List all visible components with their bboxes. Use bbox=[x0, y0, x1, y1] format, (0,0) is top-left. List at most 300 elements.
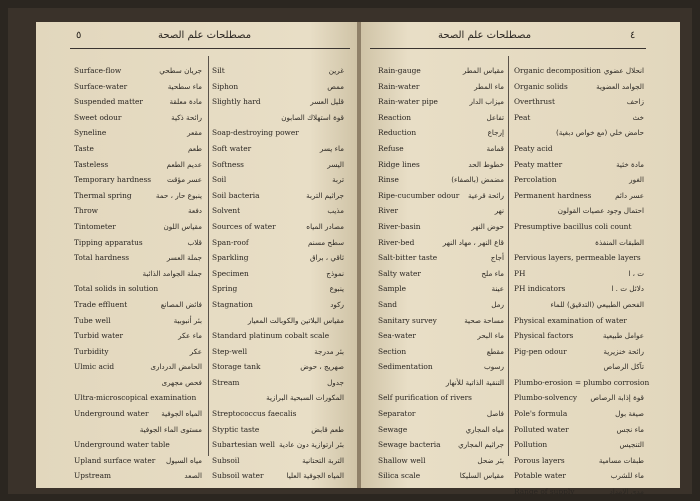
arabic-term: ماء ملح bbox=[481, 268, 504, 278]
glossary-entry bbox=[212, 344, 344, 360]
glossary-entry bbox=[74, 219, 202, 235]
glossary-entry bbox=[514, 313, 644, 329]
arabic-term: رائحة قرعية bbox=[468, 190, 504, 200]
glossary-entry bbox=[74, 406, 202, 422]
arabic-term: ركود bbox=[330, 299, 344, 309]
english-term: Presumptive bacillus coli count bbox=[514, 221, 632, 231]
arabic-term: أجاج bbox=[490, 253, 504, 263]
glossary-entry bbox=[378, 281, 504, 297]
glossary-entry bbox=[74, 344, 202, 360]
english-term: Refuse bbox=[378, 143, 404, 153]
glossary-entry bbox=[74, 203, 202, 219]
english-term: PH bbox=[514, 268, 526, 278]
arabic-term: قلاب bbox=[187, 237, 202, 247]
english-term: PH indicators bbox=[514, 284, 566, 294]
english-term: Surface-flow bbox=[74, 66, 122, 75]
glossary-entry bbox=[378, 94, 504, 110]
english-term: Permanent hardness bbox=[514, 190, 592, 200]
arabic-term: رائحة خنزيرية bbox=[603, 346, 644, 356]
english-term: River-bed bbox=[378, 237, 415, 247]
english-term: Stream bbox=[212, 377, 240, 387]
arabic-term: جراثيم المجاري bbox=[458, 440, 504, 450]
arabic-term: بئر أنبوبية bbox=[173, 315, 202, 325]
arabic-term: إرجاع bbox=[487, 128, 504, 138]
arabic-term: تآكل الرصاص bbox=[603, 362, 644, 372]
english-term: Peat bbox=[514, 112, 531, 122]
right-running-title: مصطلحات علم الصحة bbox=[438, 30, 532, 41]
glossary-entry bbox=[74, 157, 202, 173]
arabic-term: التنقية الذاتية للأنهار bbox=[445, 377, 504, 387]
arabic-term: مصادر المياه bbox=[306, 221, 344, 231]
arabic-term: جملة الجوامد الذائبة bbox=[142, 268, 202, 278]
english-term: Sedimentation bbox=[378, 362, 433, 372]
glossary-entry bbox=[514, 235, 644, 251]
arabic-term: بئر ارتوازية دون عادية bbox=[279, 440, 344, 450]
english-term: Subsoil water bbox=[212, 471, 264, 481]
glossary-entry bbox=[212, 110, 344, 126]
glossary-entry bbox=[212, 390, 344, 406]
english-term: Reduction bbox=[378, 128, 417, 138]
arabic-term: صهريج ، حوض bbox=[300, 362, 344, 372]
arabic-term: ماء للشرب bbox=[610, 471, 644, 481]
glossary-entry bbox=[514, 453, 644, 469]
english-term: Trade effluent bbox=[74, 299, 128, 309]
arabic-term: عسر دائم bbox=[615, 190, 644, 200]
english-term: Reaction bbox=[378, 112, 412, 122]
english-term: Rain-water bbox=[378, 81, 420, 91]
glossary-entry bbox=[212, 63, 344, 79]
english-term: Organic solids bbox=[514, 81, 568, 91]
arabic-term: مذيب bbox=[327, 206, 344, 216]
arabic-term: المياه الجوفية العليا bbox=[286, 471, 344, 481]
glossary-entry bbox=[212, 94, 344, 110]
arabic-term: التنجيس bbox=[619, 440, 644, 450]
glossary-entry bbox=[514, 281, 644, 297]
glossary-entry bbox=[514, 188, 644, 204]
english-term: Pole's formula bbox=[514, 409, 568, 419]
glossary-entry bbox=[514, 219, 644, 235]
english-term: Turbidity bbox=[74, 346, 109, 356]
glossary-entry bbox=[514, 157, 644, 173]
glossary-entry bbox=[514, 297, 644, 313]
arabic-term: سطح مسنم bbox=[307, 237, 344, 247]
english-term: Salt-bitter taste bbox=[378, 253, 438, 263]
glossary-entry bbox=[514, 94, 644, 110]
arabic-term: عديم الطعم bbox=[166, 159, 202, 169]
english-term: Sewage bacteria bbox=[378, 440, 441, 450]
book-gutter bbox=[357, 22, 361, 488]
english-term: Siphon bbox=[212, 81, 239, 91]
arabic-term: جدول bbox=[327, 377, 344, 387]
glossary-entry bbox=[74, 79, 202, 95]
arabic-term: الصعد bbox=[184, 471, 202, 481]
glossary-entry bbox=[514, 406, 644, 422]
glossary-entry bbox=[378, 235, 504, 251]
glossary-entry bbox=[378, 63, 504, 79]
arabic-term: ت ، ا bbox=[628, 268, 644, 278]
english-term: Shallow well bbox=[378, 455, 426, 465]
arabic-term: زاحف bbox=[626, 97, 644, 107]
arabic-term: جملة العسر bbox=[166, 253, 202, 263]
glossary-entry bbox=[378, 328, 504, 344]
glossary-entry bbox=[212, 468, 344, 484]
arabic-term: نموذج bbox=[326, 268, 344, 278]
english-term: Thermal spring bbox=[74, 190, 132, 200]
english-term: Soil bbox=[212, 175, 227, 185]
english-term: Temporary hardness bbox=[74, 175, 152, 185]
english-term: Peaty matter bbox=[514, 159, 563, 169]
english-term: River bbox=[378, 206, 399, 216]
english-term: Ripe-cucumber odour bbox=[378, 190, 460, 200]
english-term: River-basin bbox=[378, 221, 421, 231]
left-page-column-1 bbox=[74, 63, 202, 484]
english-term: Underground water table bbox=[74, 440, 170, 450]
glossary-entry bbox=[212, 297, 344, 313]
glossary-entry bbox=[212, 266, 344, 282]
english-term: Percolation bbox=[514, 175, 557, 185]
glossary-entry bbox=[212, 157, 344, 173]
glossary-entry bbox=[212, 172, 344, 188]
glossary-entry bbox=[514, 390, 644, 406]
glossary-entry bbox=[378, 157, 504, 173]
english-term: Slightly hard bbox=[212, 97, 261, 107]
glossary-entry bbox=[378, 313, 504, 329]
right-column-divider bbox=[508, 56, 509, 456]
english-term: Syneline bbox=[74, 128, 107, 138]
arabic-term: ينبوع bbox=[329, 284, 344, 294]
glossary-entry bbox=[74, 359, 202, 375]
english-term: Polluted water bbox=[514, 424, 569, 434]
arabic-term: صيغة بول bbox=[615, 409, 644, 419]
glossary-entry bbox=[378, 250, 504, 266]
arabic-term: فاصل bbox=[486, 409, 504, 419]
arabic-term: دلائل ت . ا bbox=[611, 284, 644, 294]
glossary-entry bbox=[378, 344, 504, 360]
english-term: Tintometer bbox=[74, 221, 116, 231]
arabic-term: حامض خلي (مع خواص دبغية) bbox=[555, 128, 644, 138]
glossary-entry bbox=[378, 188, 504, 204]
glossary-entry bbox=[212, 250, 344, 266]
left-header-rule bbox=[70, 48, 350, 49]
glossary-entry bbox=[212, 141, 344, 157]
glossary-entry bbox=[212, 359, 344, 375]
english-term: Underground water bbox=[74, 409, 149, 419]
left-column-divider bbox=[208, 56, 209, 456]
english-term: Soap-destroying power bbox=[212, 128, 299, 138]
arabic-term: مياه السيول bbox=[166, 455, 202, 465]
english-term: Potable water bbox=[514, 471, 566, 481]
arabic-term: قوة استهلاك الصابون bbox=[281, 112, 344, 122]
english-term: Sand bbox=[378, 299, 397, 309]
glossary-entry bbox=[74, 437, 202, 453]
arabic-term: التربة التحتانية bbox=[302, 455, 344, 465]
english-term: Plumbo-solvency bbox=[514, 393, 578, 403]
english-term: Throw bbox=[74, 206, 98, 216]
glossary-entry bbox=[514, 172, 644, 188]
glossary-entry bbox=[74, 468, 202, 484]
arabic-term: خث bbox=[632, 112, 644, 122]
english-term: Suspended matter bbox=[74, 97, 143, 107]
english-term: Rinse bbox=[378, 175, 399, 185]
glossary-entry bbox=[378, 141, 504, 157]
english-term: Peaty acid bbox=[514, 143, 553, 153]
english-term: Tube well bbox=[74, 315, 111, 325]
english-term: Sanitary survey bbox=[378, 315, 437, 325]
english-term: Section bbox=[378, 346, 407, 356]
english-term: Sewage bbox=[378, 424, 408, 434]
english-term: Organic decomposition bbox=[514, 66, 601, 75]
arabic-term: المياه الجوفية bbox=[161, 409, 202, 419]
glossary-entry bbox=[212, 437, 344, 453]
english-term: Porous layers bbox=[514, 455, 565, 465]
glossary-entry bbox=[378, 437, 504, 453]
english-term: Pollution bbox=[514, 440, 548, 450]
glossary-entry bbox=[74, 390, 202, 406]
glossary-entry bbox=[212, 281, 344, 297]
glossary-entry bbox=[212, 235, 344, 251]
arabic-term: مياه المجاري bbox=[465, 424, 504, 434]
glossary-entry bbox=[74, 266, 202, 282]
arabic-term: مضمض (بالصفاء) bbox=[451, 175, 504, 185]
glossary-entry bbox=[378, 172, 504, 188]
arabic-term: عوامل طبيعية bbox=[602, 331, 644, 341]
english-term: Rain-gauge bbox=[378, 66, 421, 75]
glossary-entry bbox=[74, 188, 202, 204]
glossary-entry bbox=[378, 468, 504, 484]
arabic-term: ماء عكر bbox=[178, 331, 202, 341]
book-spread bbox=[8, 8, 692, 497]
arabic-term: ماء سطحية bbox=[167, 81, 202, 91]
glossary-entry bbox=[212, 188, 344, 204]
arabic-term: ممص bbox=[327, 81, 344, 91]
english-term: Silt bbox=[212, 66, 225, 75]
english-term: Sea-water bbox=[378, 331, 416, 341]
glossary-entry bbox=[74, 328, 202, 344]
english-term: Soil bacteria bbox=[212, 190, 260, 200]
arabic-term: اليسر bbox=[327, 159, 344, 169]
glossary-entry bbox=[74, 250, 202, 266]
glossary-entry bbox=[378, 203, 504, 219]
glossary-entry bbox=[514, 63, 644, 79]
glossary-entry bbox=[74, 281, 202, 297]
english-term: Ridge lines bbox=[378, 159, 420, 169]
glossary-entry bbox=[74, 235, 202, 251]
glossary-entry bbox=[378, 422, 504, 438]
arabic-term: رسوب bbox=[484, 362, 504, 372]
arabic-term: جراثيم التربة bbox=[306, 190, 344, 200]
arabic-term: فائض المصانع bbox=[160, 299, 202, 309]
glossary-entry bbox=[514, 141, 644, 157]
arabic-term: عسر مؤقت bbox=[166, 175, 202, 185]
english-term: Tipping apparatus bbox=[74, 237, 143, 247]
glossary-entry bbox=[514, 437, 644, 453]
arabic-term: ميزاب الدار bbox=[469, 97, 504, 107]
english-term: Pervious layers, permeable layers bbox=[514, 253, 641, 263]
english-term: Stagnation bbox=[212, 299, 253, 309]
arabic-term: المكورات السبحية البرازية bbox=[266, 393, 344, 403]
glossary-entry bbox=[212, 375, 344, 391]
glossary-entry bbox=[378, 375, 504, 391]
arabic-term: مادة خثية bbox=[616, 159, 644, 169]
arabic-term: تفاعل bbox=[486, 112, 504, 122]
glossary-entry bbox=[514, 250, 644, 266]
arabic-term: الفحص الطبيعي (التدقيق) للماء bbox=[550, 299, 644, 309]
glossary-entry bbox=[514, 110, 644, 126]
arabic-term: طبقات مسامية bbox=[598, 455, 644, 465]
arabic-term: ماء نجس bbox=[616, 424, 644, 434]
glossary-entry bbox=[378, 219, 504, 235]
glossary-entry bbox=[514, 422, 644, 438]
glossary-entry bbox=[378, 359, 504, 375]
arabic-term: طعم bbox=[188, 143, 202, 153]
arabic-term: مقطع bbox=[486, 346, 504, 356]
arabic-term: قوة إذابة الرصاص bbox=[590, 393, 644, 403]
english-term: Sweet odour bbox=[74, 112, 122, 122]
arabic-term: الطبقات المنفذة bbox=[595, 237, 644, 247]
glossary-entry bbox=[212, 313, 344, 329]
glossary-entry bbox=[378, 79, 504, 95]
arabic-term: فحص مجهرى bbox=[161, 377, 202, 387]
glossary-entry bbox=[212, 328, 344, 344]
english-term: Ulmic acid bbox=[74, 362, 115, 372]
english-term: Total hardness bbox=[74, 253, 130, 263]
english-term: Tasteless bbox=[74, 159, 109, 169]
arabic-term: قليل العسر bbox=[310, 97, 344, 107]
arabic-term: ثاقي ، براق bbox=[309, 253, 344, 263]
right-header-rule bbox=[370, 48, 646, 49]
english-term: Sample bbox=[378, 284, 406, 294]
english-term: Span-roof bbox=[212, 237, 249, 247]
arabic-term: مستوى الماء الجوفية bbox=[139, 424, 202, 434]
glossary-entry bbox=[74, 63, 202, 79]
arabic-term: قمامة bbox=[486, 143, 504, 153]
right-page-number: ٤ bbox=[630, 30, 636, 41]
glossary-entry bbox=[212, 203, 344, 219]
glossary-entry bbox=[514, 266, 644, 282]
english-term: Self purification of rivers bbox=[378, 393, 472, 403]
english-term: Solvent bbox=[212, 206, 241, 216]
glossary-entry bbox=[212, 406, 344, 422]
glossary-entry bbox=[378, 406, 504, 422]
glossary-entry bbox=[74, 110, 202, 126]
glossary-entry bbox=[514, 375, 650, 391]
arabic-term: بئر مدرجة bbox=[314, 346, 344, 356]
arabic-term: عينة bbox=[491, 284, 504, 294]
glossary-entry bbox=[212, 79, 344, 95]
glossary-entry bbox=[514, 359, 644, 375]
glossary-entry bbox=[514, 468, 644, 484]
english-term: Standard platinum cobalt scale bbox=[212, 331, 330, 341]
arabic-term: نهر bbox=[494, 206, 504, 216]
glossary-entry bbox=[378, 453, 504, 469]
arabic-term: الحامض الدردارى bbox=[150, 362, 202, 372]
arabic-term: الغور bbox=[629, 175, 644, 185]
english-term: Styptic taste bbox=[212, 424, 260, 434]
english-term: Range of supply bbox=[514, 487, 575, 497]
arabic-term: رمل bbox=[491, 299, 504, 309]
glossary-entry bbox=[74, 313, 202, 329]
arabic-term: مساحة صحية bbox=[464, 315, 504, 325]
english-term: Specimen bbox=[212, 268, 249, 278]
arabic-term: ينبوع حار ، حمة bbox=[155, 190, 202, 200]
arabic-term: خطوط الحد bbox=[468, 159, 504, 169]
glossary-entry bbox=[514, 203, 644, 219]
english-term: Silica scale bbox=[378, 471, 421, 481]
glossary-entry bbox=[74, 125, 202, 141]
arabic-term: مدى الإمداد bbox=[609, 487, 644, 497]
arabic-term: احتمال وجود عصيات القولون bbox=[557, 206, 644, 216]
glossary-entry bbox=[74, 422, 202, 438]
glossary-entry bbox=[514, 484, 644, 500]
right-page-column-1 bbox=[378, 63, 504, 484]
english-term: Separator bbox=[378, 409, 416, 419]
glossary-entry bbox=[74, 453, 202, 469]
arabic-term: مقياس السليكا bbox=[459, 471, 504, 481]
glossary-entry bbox=[74, 94, 202, 110]
arabic-term: ماء البحر bbox=[477, 331, 504, 341]
english-term: Subartesian well bbox=[212, 440, 275, 450]
glossary-entry bbox=[74, 375, 202, 391]
glossary-entry bbox=[212, 422, 344, 438]
arabic-term: مادة معلقة bbox=[169, 97, 202, 107]
english-term: Plumbo-erosion = plumbo corrosion bbox=[514, 377, 650, 387]
arabic-term: بئر ضحل bbox=[477, 455, 504, 465]
english-term: Physical examination of water bbox=[514, 315, 627, 325]
english-term: Surface-water bbox=[74, 81, 128, 91]
english-term: Rain-water pipe bbox=[378, 97, 438, 107]
english-term: Sparkling bbox=[212, 253, 249, 263]
english-term: Salty water bbox=[378, 268, 421, 278]
arabic-term: غرين bbox=[328, 66, 344, 75]
right-page-column-2 bbox=[514, 63, 650, 500]
left-running-title: مصطلحات علم الصحة bbox=[158, 30, 252, 41]
arabic-term: تربة bbox=[332, 175, 344, 185]
glossary-entry bbox=[514, 125, 644, 141]
english-term: Overthrust bbox=[514, 97, 555, 107]
arabic-term: مقياس المطر bbox=[462, 66, 504, 75]
glossary-entry bbox=[378, 110, 504, 126]
english-term: Total solids in solution bbox=[74, 284, 159, 294]
english-term: Step-well bbox=[212, 346, 248, 356]
glossary-entry bbox=[514, 79, 644, 95]
arabic-term: جريان سطحي bbox=[159, 66, 202, 75]
arabic-term: مقياس البلاتين والكوبالت المعيار bbox=[247, 315, 344, 325]
english-term: Ultra-microscopical examination bbox=[74, 393, 197, 403]
left-page-number: ٥ bbox=[76, 30, 82, 41]
english-term: Spring bbox=[212, 284, 238, 294]
glossary-entry bbox=[212, 219, 344, 235]
arabic-term: مقياس اللون bbox=[163, 221, 202, 231]
arabic-term: عكر bbox=[189, 346, 202, 356]
arabic-term: قاع النهر ، مهاد النهر bbox=[442, 237, 504, 247]
glossary-entry bbox=[514, 344, 644, 360]
glossary-entry bbox=[378, 266, 504, 282]
english-term: Upland surface water bbox=[74, 455, 156, 465]
glossary-entry bbox=[378, 297, 504, 313]
glossary-entry bbox=[74, 141, 202, 157]
arabic-term: انحلال عضوي bbox=[603, 66, 644, 75]
english-term: Storage tank bbox=[212, 362, 261, 372]
glossary-entry bbox=[378, 390, 504, 406]
glossary-entry bbox=[212, 453, 344, 469]
english-term: Soft water bbox=[212, 143, 252, 153]
arabic-term: دفعة bbox=[188, 206, 202, 216]
glossary-entry bbox=[212, 125, 344, 141]
left-page-column-2 bbox=[212, 63, 344, 484]
arabic-term: حوض النهر bbox=[471, 221, 504, 231]
arabic-term: رائحة ذكية bbox=[171, 112, 202, 122]
glossary-entry bbox=[74, 172, 202, 188]
